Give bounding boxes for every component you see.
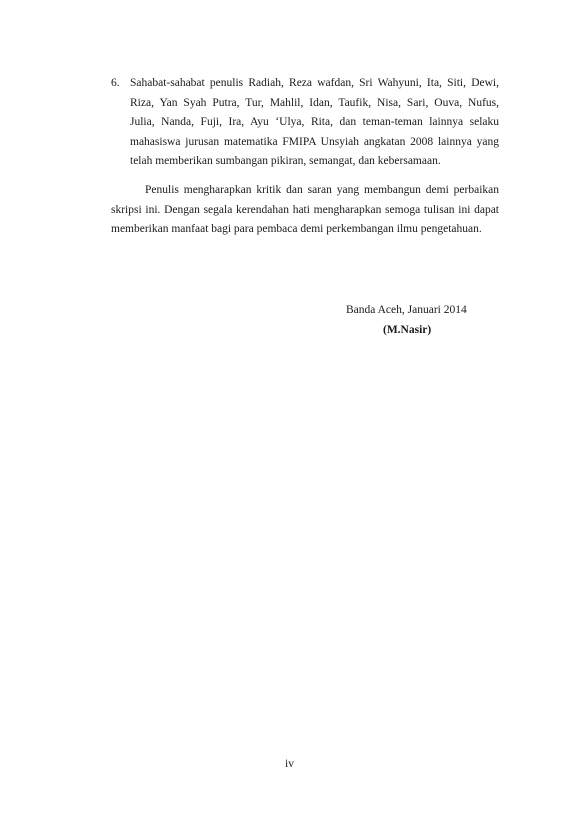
paragraph-line: Penulis mengharapkan kritik dan saran yang membangun demi perbaikan [145, 184, 499, 196]
list-item-line: telah memberikan sumbangan pikiran, semangat, dan kebersamaan. [130, 155, 441, 167]
list-item-line: mahasiswa jurusan matematika FMIPA Unsyiah angkatan 2008 lainnya yang [130, 135, 499, 148]
signature-place-date: Banda Aceh, Januari 2014 [346, 304, 467, 316]
list-item-line: Julia, Nanda, Fuji, Ira, Ayu ‘Ulya, Rita, dan teman-teman lainnya selaku [130, 116, 499, 128]
page-number: iv [285, 758, 294, 770]
list-item-number: 6. [111, 77, 120, 89]
list-item-text [130, 74, 499, 172]
paragraph-line: memberikan manfaat bagi para pembaca demi perkembangan ilmu pengetahuan. [111, 223, 482, 235]
signature-name: (M.Nasir) [383, 324, 432, 336]
closing-paragraph [111, 181, 499, 240]
paragraph-line: skripsi ini. Dengan segala kerendahan hati mengharapkan semoga tulisan ini dapat [111, 203, 499, 216]
list-item-line: Riza, Yan Syah Putra, Tur, Mahlil, Idan, Taufik, Nisa, Sari, Ouva, Nufus, [130, 96, 499, 109]
signature-block [346, 300, 467, 340]
list-item-line: Sahabat-sahabat penulis Radiah, Reza wafdan, Sri Wahyuni, Ita, Siti, Dewi, [130, 77, 499, 89]
